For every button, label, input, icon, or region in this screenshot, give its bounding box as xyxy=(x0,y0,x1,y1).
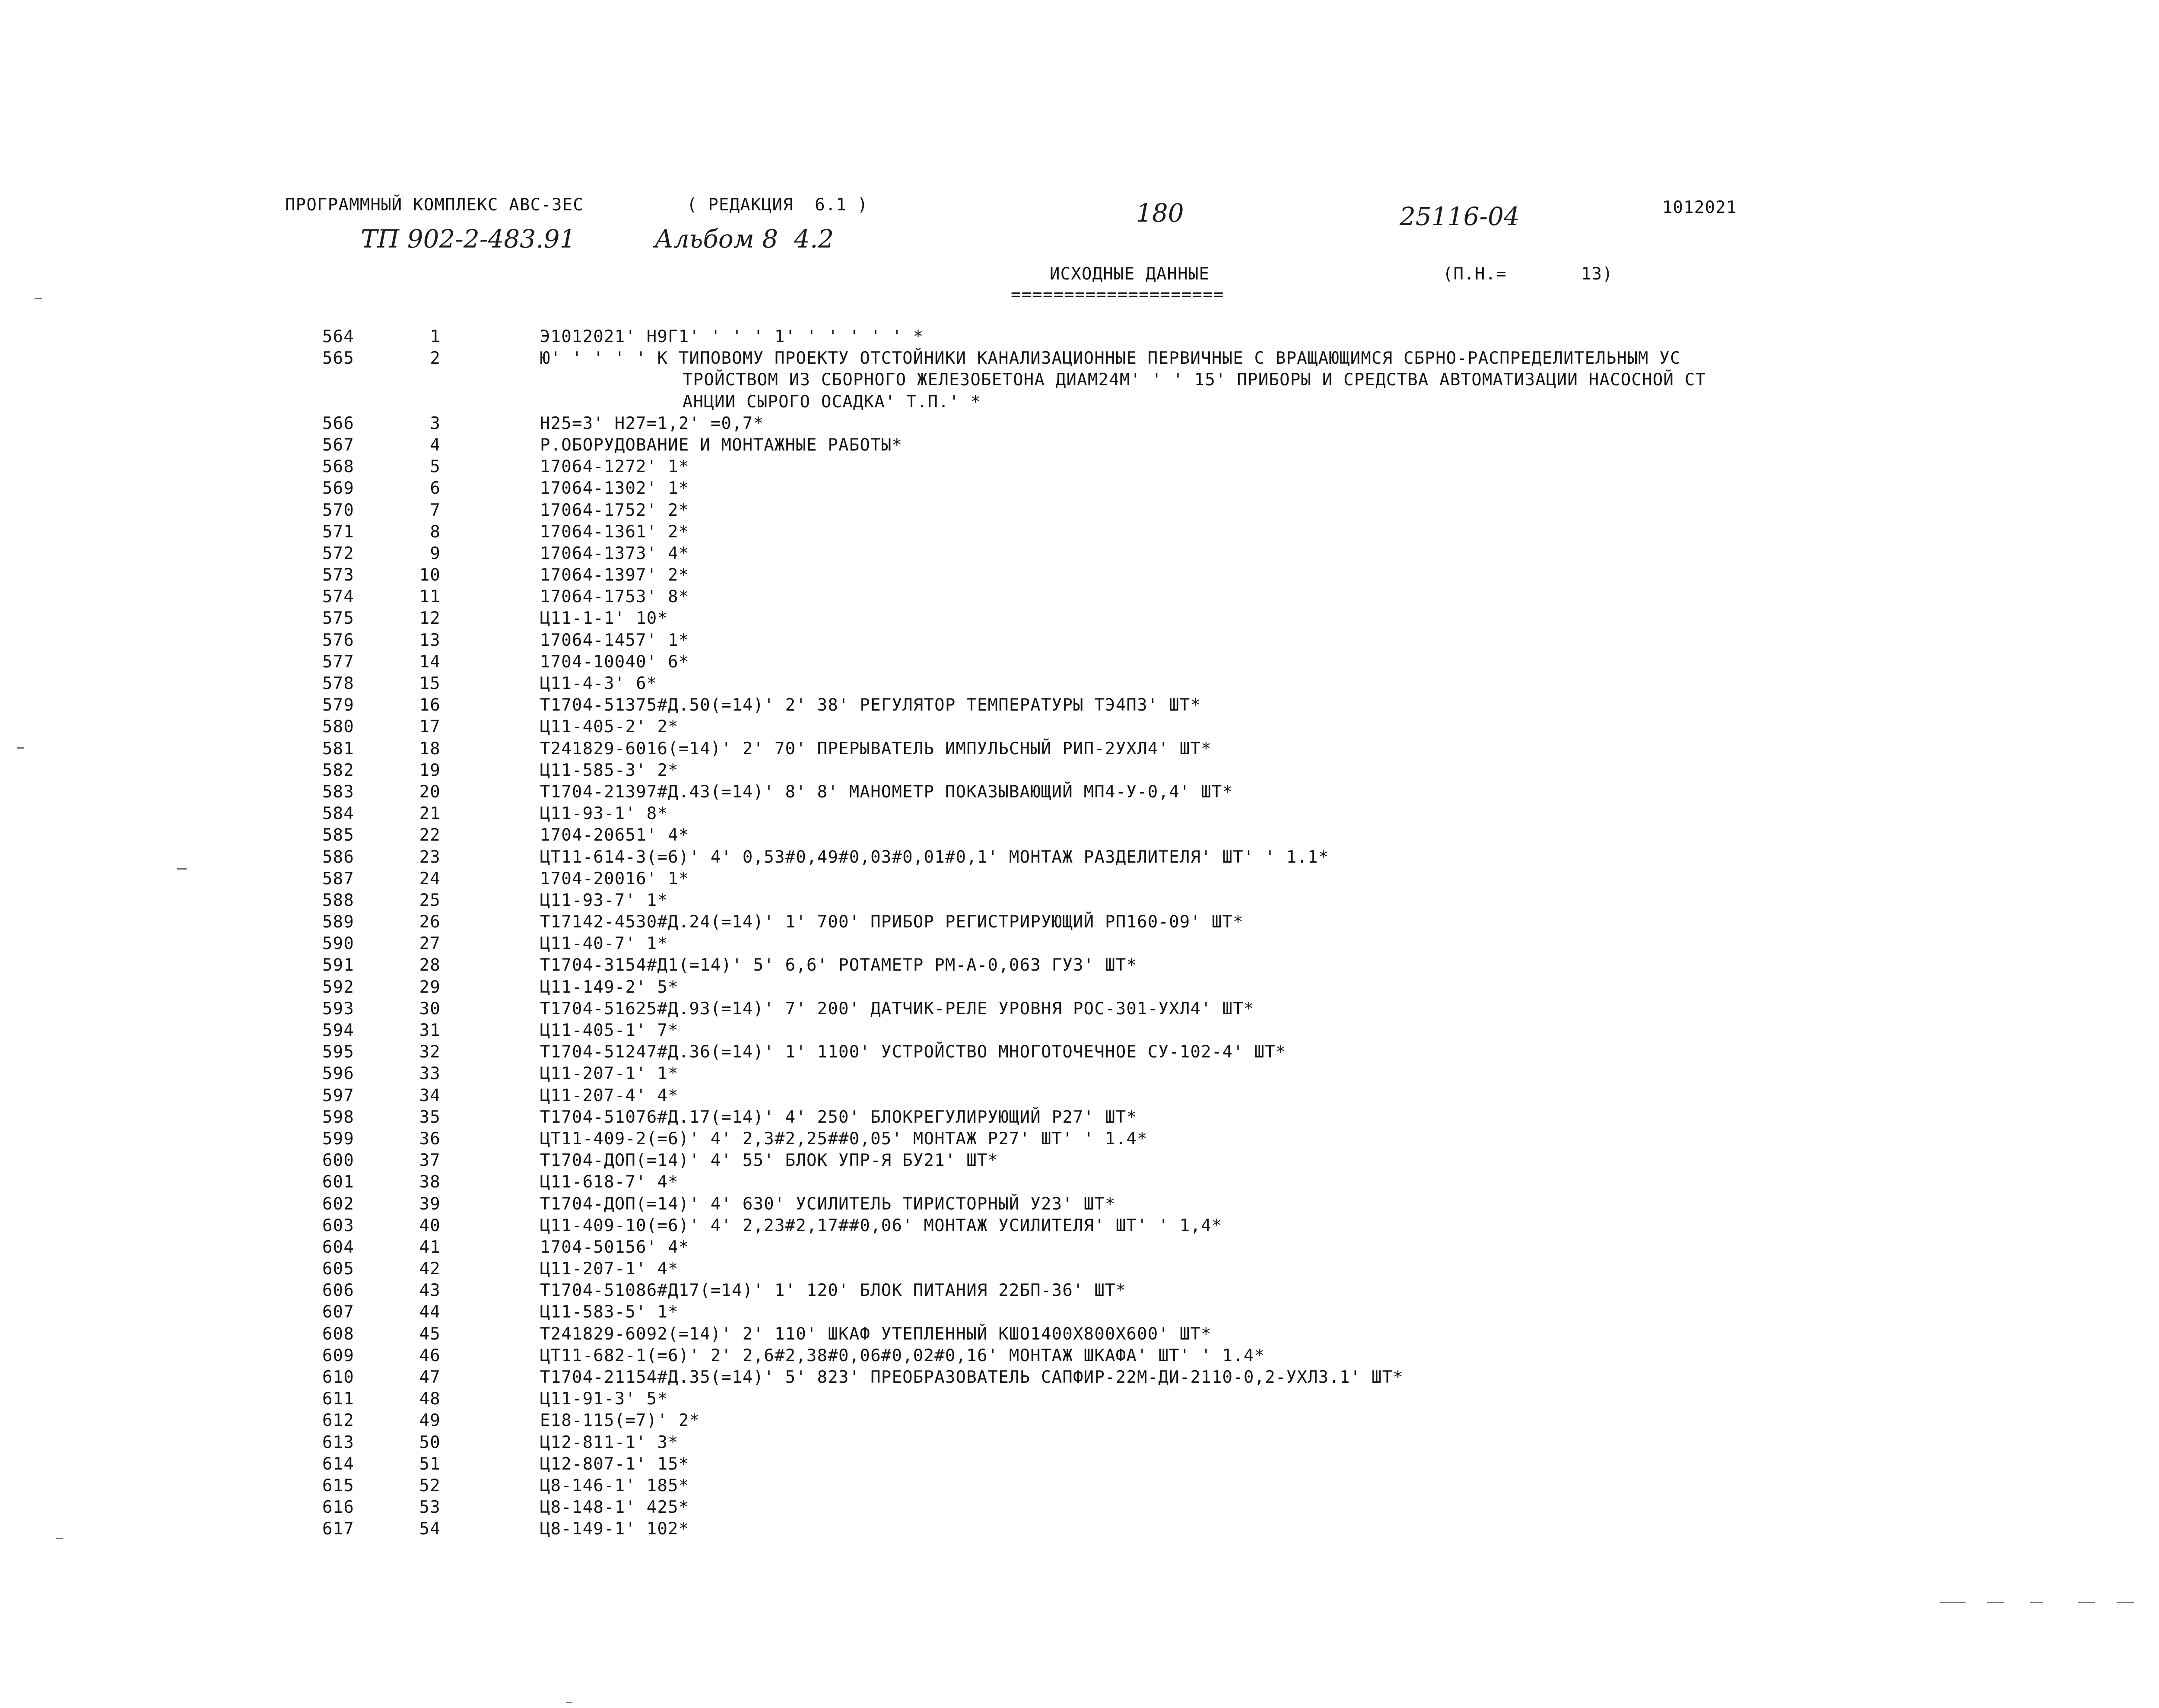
row-data-text: Р.ОБОРУДОВАНИЕ И МОНТАЖНЫЕ РАБОТЫ* xyxy=(540,435,903,455)
row-line-number: 43 xyxy=(419,1281,441,1301)
row-sequence-number: 587 xyxy=(322,869,354,889)
row-sequence-number: 610 xyxy=(322,1368,354,1387)
row-data-text: 1704-20016' 1* xyxy=(540,869,689,889)
row-line-number: 7 xyxy=(430,500,441,520)
row-line-number: 22 xyxy=(419,825,441,845)
row-data-text: Ц8-148-1' 425* xyxy=(540,1498,689,1518)
row-line-number: 44 xyxy=(419,1302,441,1322)
row-line-number: 3 xyxy=(430,413,441,433)
row-data-text: Е18-115(=7)' 2* xyxy=(540,1411,700,1431)
row-sequence-number: 565 xyxy=(322,349,354,368)
row-data-text: Ц12-811-1' 3* xyxy=(540,1432,679,1452)
row-line-number: 35 xyxy=(419,1107,441,1127)
listing-row xyxy=(298,501,2026,522)
row-data-text: Ц11-585-3' 2* xyxy=(540,760,679,780)
row-sequence-number: 617 xyxy=(322,1519,354,1539)
row-line-number: 4 xyxy=(430,435,441,455)
row-line-number: 48 xyxy=(419,1389,441,1409)
listing-row xyxy=(298,891,2026,912)
row-sequence-number: 613 xyxy=(322,1432,354,1452)
row-data-text: Ц11-583-5' 1* xyxy=(540,1302,679,1322)
listing-row xyxy=(298,1498,2026,1519)
scan-speck xyxy=(2078,1602,2095,1603)
row-sequence-number: 589 xyxy=(322,912,354,932)
listing-row xyxy=(298,457,2026,479)
listing-row xyxy=(298,1259,2026,1281)
listing-continuation-row xyxy=(298,392,2026,414)
row-line-number: 30 xyxy=(419,999,441,1019)
listing-row xyxy=(298,1302,2026,1324)
row-data-text: Т17142-4530#Д.24(=14)' 1' 700' ПРИБОР РЕГИСТРИРУЮЩИЙ РП160-09' ШТ* xyxy=(540,912,1244,932)
row-sequence-number: 570 xyxy=(322,500,354,520)
pn-label: (П.Н.= xyxy=(1443,264,1507,284)
project-number: ТП 902-2-483.91 xyxy=(361,224,576,254)
row-line-number: 40 xyxy=(419,1216,441,1235)
row-line-number: 16 xyxy=(419,695,441,715)
scan-speck xyxy=(17,747,24,749)
program-title: ПРОГРАММНЫЙ КОМПЛЕКС АВС-3ЕС xyxy=(285,195,584,215)
row-data-text: Ц11-91-3' 5* xyxy=(540,1389,668,1409)
listing-row xyxy=(298,414,2026,435)
listing-continuation-row xyxy=(298,370,2026,392)
row-sequence-number: 591 xyxy=(322,956,354,975)
row-data-text: Т1704-51625#Д.93(=14)' 7' 200' ДАТЧИК-РЕЛЕ УРОВНЯ РОС-301-УХЛ4' ШТ* xyxy=(540,999,1254,1019)
row-line-number: 29 xyxy=(419,977,441,997)
row-line-number: 8 xyxy=(430,522,441,542)
row-line-number: 41 xyxy=(419,1237,441,1257)
row-sequence-number: 588 xyxy=(322,890,354,910)
listing-row xyxy=(298,912,2026,934)
listing-row xyxy=(298,587,2026,609)
row-line-number: 12 xyxy=(419,609,441,629)
row-data-text: Ц11-93-1' 8* xyxy=(540,804,668,824)
section-title: ИСХОДНЫЕ ДАННЫЕ xyxy=(1050,264,1210,284)
row-sequence-number: 609 xyxy=(322,1346,354,1365)
row-sequence-number: 604 xyxy=(322,1237,354,1257)
row-line-number: 19 xyxy=(419,760,441,780)
row-sequence-number: 564 xyxy=(322,327,354,346)
row-sequence-number: 566 xyxy=(322,413,354,433)
row-line-number: 9 xyxy=(430,543,441,563)
row-data-text: Ц11-207-1' 1* xyxy=(540,1064,679,1084)
listing-row xyxy=(298,544,2026,565)
listing-row xyxy=(298,999,2026,1021)
row-data-text: Ц11-409-10(=6)' 4' 2,23#2,17##0,06' МОНТАЖ УСИЛИТЕЛЯ' ШТ' ' 1,4* xyxy=(540,1216,1222,1235)
row-data-text: Т1704-51247#Д.36(=14)' 1' 1100' УСТРОЙСТВО МНОГОТОЧЕЧНОЕ СУ-102-4' ШТ* xyxy=(540,1042,1286,1062)
listing-row xyxy=(298,1324,2026,1346)
row-data-text: Т241829-6016(=14)' 2' 70' ПРЕРЫВАТЕЛЬ ИМПУЛЬСНЫЙ РИП-2УХЛ4' ШТ* xyxy=(540,739,1212,759)
row-sequence-number: 567 xyxy=(322,435,354,455)
listing-row xyxy=(298,1064,2026,1086)
row-line-number: 14 xyxy=(419,652,441,672)
row-sequence-number: 608 xyxy=(322,1324,354,1344)
row-data-text: Ц11-1-1' 10* xyxy=(540,609,668,629)
row-line-number: 15 xyxy=(419,674,441,693)
row-data-text: Ц11-40-7' 1* xyxy=(540,934,668,954)
listing-row xyxy=(298,717,2026,739)
listing-row xyxy=(298,674,2026,695)
row-sequence-number: 594 xyxy=(322,1021,354,1040)
row-line-number: 49 xyxy=(419,1411,441,1431)
row-line-number: 53 xyxy=(419,1498,441,1518)
row-data-text: 1704-10040' 6* xyxy=(540,652,689,672)
listing-row xyxy=(298,934,2026,956)
row-data-text: 17064-1302' 1* xyxy=(540,479,689,498)
listing-row xyxy=(298,1086,2026,1108)
row-sequence-number: 616 xyxy=(322,1498,354,1518)
listing-row xyxy=(298,631,2026,652)
row-data-text: Т241829-6092(=14)' 2' 110' ШКАФ УТЕПЛЕННЫЙ КШО1400Х800Х600' ШТ* xyxy=(540,1324,1212,1344)
row-sequence-number: 592 xyxy=(322,977,354,997)
row-sequence-number: 600 xyxy=(322,1151,354,1171)
scan-speck xyxy=(2117,1602,2134,1603)
row-data-text: Ц11-4-3' 6* xyxy=(540,674,657,693)
row-sequence-number: 606 xyxy=(322,1281,354,1301)
row-data-text: Ц11-207-4' 4* xyxy=(540,1086,679,1105)
row-data-text: Т1704-51375#Д.50(=14)' 2' 38' РЕГУЛЯТОР ТЕМПЕРАТУРЫ ТЭ4П3' ШТ* xyxy=(540,695,1201,715)
row-line-number: 24 xyxy=(419,869,441,889)
listing-row xyxy=(298,652,2026,674)
page-number: 180 xyxy=(1136,198,1184,228)
listing-row xyxy=(298,1281,2026,1302)
edition-label: ( РЕДАКЦИЯ 6.1 ) xyxy=(687,195,868,215)
row-data-text: Ц8-149-1' 102* xyxy=(540,1519,689,1539)
row-line-number: 31 xyxy=(419,1021,441,1040)
listing-row xyxy=(298,804,2026,825)
row-data-text: 17064-1272' 1* xyxy=(540,457,689,477)
listing-row xyxy=(298,1042,2026,1064)
row-sequence-number: 572 xyxy=(322,543,354,563)
scan-speck xyxy=(177,868,187,870)
document-id: 1012021 xyxy=(1662,198,1737,217)
listing-row xyxy=(298,1368,2026,1389)
pn-value: 13) xyxy=(1581,264,1613,284)
section-underline: ==================== xyxy=(1011,285,1224,305)
listing-row xyxy=(298,1021,2026,1042)
listing-row xyxy=(298,1433,2026,1454)
listing-row xyxy=(298,479,2026,500)
row-sequence-number: 579 xyxy=(322,695,354,715)
row-sequence-number: 614 xyxy=(322,1454,354,1474)
row-sequence-number: 615 xyxy=(322,1476,354,1495)
row-data-text: 17064-1752' 2* xyxy=(540,500,689,520)
listing-row xyxy=(298,1389,2026,1411)
row-line-number: 46 xyxy=(419,1346,441,1365)
row-line-number: 32 xyxy=(419,1042,441,1062)
scan-speck xyxy=(35,298,42,299)
listing-row xyxy=(298,522,2026,544)
row-data-text: ТРОЙСТВОМ ИЗ СБОРНОГО ЖЕЛЕЗОБЕТОНА ДИАМ24М' ' ' 15' ПРИБОРЫ И СРЕДСТВА АВТОМАТИЗАЦИИ НАСОСНОЙ СТ xyxy=(683,370,1706,390)
row-line-number: 39 xyxy=(419,1194,441,1214)
row-line-number: 5 xyxy=(430,457,441,477)
document-code: 25116-04 xyxy=(1400,202,1520,231)
row-data-text: 17064-1361' 2* xyxy=(540,522,689,542)
row-sequence-number: 607 xyxy=(322,1302,354,1322)
row-line-number: 26 xyxy=(419,912,441,932)
row-data-text: Ц11-93-7' 1* xyxy=(540,890,668,910)
row-data-text: Н25=3' Н27=1,2' =0,7* xyxy=(540,413,764,433)
listing-row xyxy=(298,1519,2026,1541)
row-line-number: 6 xyxy=(430,479,441,498)
row-line-number: 11 xyxy=(419,587,441,607)
listing-row xyxy=(298,739,2026,761)
row-data-text: Т1704-21397#Д.43(=14)' 8' 8' МАНОМЕТР ПОКАЗЫВАЮЩИЙ МП4-У-0,4' ШТ* xyxy=(540,782,1233,802)
row-data-text: Ц11-618-7' 4* xyxy=(540,1172,679,1192)
row-data-text: Ц8-146-1' 185* xyxy=(540,1476,689,1495)
row-sequence-number: 597 xyxy=(322,1086,354,1105)
listing-row xyxy=(298,1411,2026,1432)
row-data-text: 17064-1457' 1* xyxy=(540,630,689,650)
row-sequence-number: 611 xyxy=(322,1389,354,1409)
row-data-text: 17064-1753' 8* xyxy=(540,587,689,607)
row-sequence-number: 575 xyxy=(322,609,354,629)
row-sequence-number: 602 xyxy=(322,1194,354,1214)
row-line-number: 54 xyxy=(419,1519,441,1539)
listing-row xyxy=(298,695,2026,717)
row-data-text: ЦТ11-614-3(=6)' 4' 0,53#0,49#0,03#0,01#0,1' МОНТАЖ РАЗДЕЛИТЕЛЯ' ШТ' ' 1.1* xyxy=(540,847,1329,867)
listing-row xyxy=(298,1216,2026,1238)
listing-row xyxy=(298,1194,2026,1216)
listing-row xyxy=(298,327,2026,349)
listing-row xyxy=(298,1151,2026,1172)
scan-speck xyxy=(1987,1602,2004,1603)
row-line-number: 25 xyxy=(419,890,441,910)
listing-row xyxy=(298,609,2026,630)
listing-row xyxy=(298,825,2026,847)
row-line-number: 20 xyxy=(419,782,441,802)
listing-row xyxy=(298,565,2026,587)
row-sequence-number: 571 xyxy=(322,522,354,542)
row-line-number: 33 xyxy=(419,1064,441,1084)
listing-row xyxy=(298,848,2026,869)
row-data-text: Т1704-ДОП(=14)' 4' 55' БЛОК УПР-Я БУ21' ШТ* xyxy=(540,1151,999,1171)
listing-row xyxy=(298,978,2026,999)
row-sequence-number: 605 xyxy=(322,1259,354,1279)
row-data-text: 1704-50156' 4* xyxy=(540,1237,689,1257)
listing-row xyxy=(298,1172,2026,1194)
scan-speck xyxy=(1940,1602,1965,1603)
row-sequence-number: 593 xyxy=(322,999,354,1019)
row-sequence-number: 586 xyxy=(322,847,354,867)
row-sequence-number: 583 xyxy=(322,782,354,802)
row-sequence-number: 596 xyxy=(322,1064,354,1084)
row-sequence-number: 612 xyxy=(322,1411,354,1431)
row-sequence-number: 581 xyxy=(322,739,354,759)
row-line-number: 34 xyxy=(419,1086,441,1105)
row-line-number: 2 xyxy=(430,349,441,368)
album-label: Альбом 8 4.2 xyxy=(654,224,834,254)
listing-row xyxy=(298,869,2026,891)
listing-row xyxy=(298,1129,2026,1151)
row-sequence-number: 580 xyxy=(322,717,354,737)
listing-row xyxy=(298,1476,2026,1498)
scan-speck xyxy=(56,1538,63,1539)
listing-row xyxy=(298,761,2026,782)
row-line-number: 45 xyxy=(419,1324,441,1344)
data-listing xyxy=(298,327,2026,1541)
row-line-number: 50 xyxy=(419,1432,441,1452)
row-sequence-number: 595 xyxy=(322,1042,354,1062)
row-sequence-number: 573 xyxy=(322,565,354,585)
row-sequence-number: 577 xyxy=(322,652,354,672)
row-line-number: 47 xyxy=(419,1368,441,1387)
row-line-number: 52 xyxy=(419,1476,441,1495)
row-data-text: 17064-1397' 2* xyxy=(540,565,689,585)
row-sequence-number: 599 xyxy=(322,1129,354,1149)
row-data-text: Ю' ' ' ' ' К ТИПОВОМУ ПРОЕКТУ ОТСТОЙНИКИ КАНАЛИЗАЦИОННЫЕ ПЕРВИЧНЫЕ С ВРАЩАЮЩИМСЯ СБРНО-РАСПРЕДЕЛИТЕЛЬНЫМ УС xyxy=(540,349,1681,368)
row-data-text: АНЦИИ СЫРОГО ОСАДКА' Т.П.' * xyxy=(683,392,981,412)
listing-row xyxy=(298,782,2026,804)
row-data-text: 1704-20651' 4* xyxy=(540,825,689,845)
row-line-number: 1 xyxy=(430,327,441,346)
row-line-number: 37 xyxy=(419,1151,441,1171)
listing-row xyxy=(298,956,2026,977)
row-sequence-number: 578 xyxy=(322,674,354,693)
listing-row xyxy=(298,435,2026,457)
listing-row xyxy=(298,1454,2026,1476)
row-data-text: ЦТ11-682-1(=6)' 2' 2,6#2,38#0,06#0,02#0,16' МОНТАЖ ШКАФА' ШТ' ' 1.4* xyxy=(540,1346,1265,1365)
row-data-text: Т1704-ДОП(=14)' 4' 630' УСИЛИТЕЛЬ ТИРИСТОРНЫЙ У23' ШТ* xyxy=(540,1194,1116,1214)
row-line-number: 36 xyxy=(419,1129,441,1149)
listing-row xyxy=(298,1346,2026,1368)
row-sequence-number: 601 xyxy=(322,1172,354,1192)
row-sequence-number: 568 xyxy=(322,457,354,477)
row-line-number: 27 xyxy=(419,934,441,954)
row-line-number: 42 xyxy=(419,1259,441,1279)
row-data-text: Т1704-51086#Д17(=14)' 1' 120' БЛОК ПИТАНИЯ 22БП-36' ШТ* xyxy=(540,1281,1127,1301)
listing-row xyxy=(298,1238,2026,1259)
row-data-text: Ц11-207-1' 4* xyxy=(540,1259,679,1279)
row-data-text: Т1704-51076#Д.17(=14)' 4' 250' БЛОКРЕГУЛИРУЮЩИЙ Р27' ШТ* xyxy=(540,1107,1137,1127)
row-data-text: Т1704-3154#Д1(=14)' 5' 6,6' РОТАМЕТР РМ-А-0,063 ГУЗ' ШТ* xyxy=(540,956,1137,975)
row-data-text: Ц12-807-1' 15* xyxy=(540,1454,689,1474)
row-data-text: Ц11-405-2' 2* xyxy=(540,717,679,737)
row-line-number: 28 xyxy=(419,956,441,975)
row-data-text: 17064-1373' 4* xyxy=(540,543,689,563)
row-sequence-number: 603 xyxy=(322,1216,354,1235)
row-data-text: Т1704-21154#Д.35(=14)' 5' 823' ПРЕОБРАЗОВАТЕЛЬ САПФИР-22М-ДИ-2110-0,2-УХЛ3.1' ШТ* xyxy=(540,1368,1404,1387)
row-sequence-number: 576 xyxy=(322,630,354,650)
row-line-number: 38 xyxy=(419,1172,441,1192)
row-line-number: 21 xyxy=(419,804,441,824)
scan-speck xyxy=(566,1702,572,1703)
row-line-number: 18 xyxy=(419,739,441,759)
row-sequence-number: 590 xyxy=(322,934,354,954)
row-line-number: 13 xyxy=(419,630,441,650)
scan-speck xyxy=(2030,1602,2043,1603)
row-data-text: Э1012021' Н9Г1' ' ' ' 1' ' ' ' ' ' * xyxy=(540,327,924,346)
row-sequence-number: 582 xyxy=(322,760,354,780)
listing-row xyxy=(298,1108,2026,1129)
row-sequence-number: 584 xyxy=(322,804,354,824)
row-sequence-number: 585 xyxy=(322,825,354,845)
row-sequence-number: 574 xyxy=(322,587,354,607)
row-data-text: Ц11-149-2' 5* xyxy=(540,977,679,997)
row-sequence-number: 598 xyxy=(322,1107,354,1127)
row-line-number: 17 xyxy=(419,717,441,737)
listing-row xyxy=(298,349,2026,370)
row-line-number: 10 xyxy=(419,565,441,585)
row-line-number: 23 xyxy=(419,847,441,867)
row-line-number: 51 xyxy=(419,1454,441,1474)
row-sequence-number: 569 xyxy=(322,479,354,498)
row-data-text: ЦТ11-409-2(=6)' 4' 2,3#2,25##0,05' МОНТАЖ Р27' ШТ' ' 1.4* xyxy=(540,1129,1148,1149)
row-data-text: Ц11-405-1' 7* xyxy=(540,1021,679,1040)
